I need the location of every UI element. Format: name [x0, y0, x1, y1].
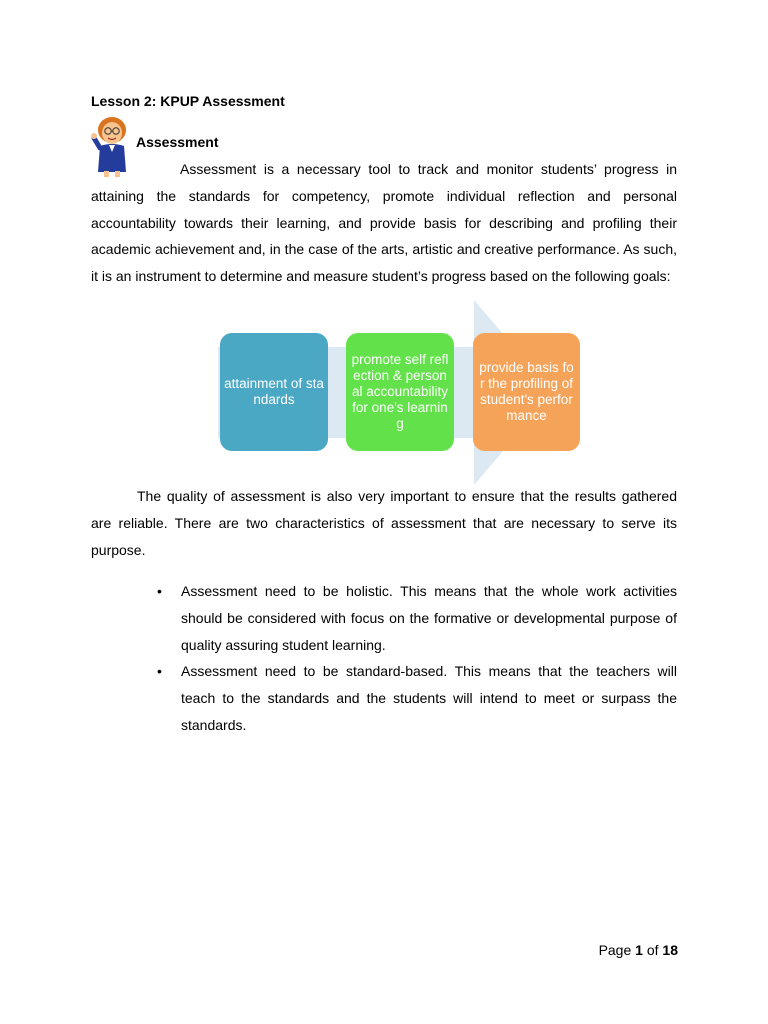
- total-pages: 18: [662, 942, 678, 958]
- lesson-title: Lesson 2: KPUP Assessment: [91, 93, 285, 109]
- list-item-text: Assessment need to be holistic. This means that the whole work activities should be considered with focus on the formative or developmental purpose of quality assuring student learning.: [181, 583, 677, 653]
- goal-label: attainment of standards: [224, 376, 324, 407]
- quality-paragraph: The quality of assessment is also very important to ensure that the results gathered are reliable. There are two characteristics of assessment that are necessary to serve its purpose.: [91, 488, 677, 558]
- goal-label: provide basis for the profiling of student's performance: [479, 360, 574, 423]
- list-item: [157, 578, 677, 658]
- bullet-icon: •: [157, 663, 162, 680]
- intro-paragraph: Assessment is a necessary tool to track and monitor students’ progress in attaining the standards for competency, promote individual reflection and personal accountability towards their learning, and provide basis for describing and profiling their academic achievement and, in the case of the arts, artistic and creative performance. As such, it is an instrument to determine and measure student’s progress based on the following goals:: [91, 161, 677, 285]
- characteristics-list: [157, 578, 677, 739]
- list-item: [157, 658, 677, 738]
- page-number: 1: [635, 942, 643, 958]
- of-word: of: [646, 942, 659, 958]
- goal-box-profiling: [473, 333, 580, 451]
- goal-label: promote self reflection & personal accountability for one's learning: [351, 352, 449, 431]
- goals-diagram: [218, 300, 588, 485]
- goal-box-attainment: [220, 333, 328, 451]
- section-heading: Assessment: [136, 134, 219, 150]
- goal-box-reflection: [346, 333, 454, 451]
- bullet-icon: •: [157, 583, 162, 599]
- page-footer: [560, 942, 678, 958]
- list-item-text: Assessment need to be standard-based. This means that the teachers will teach to the standards and the students will intend to meet or surpass the standards.: [181, 663, 677, 733]
- page-word: Page: [598, 942, 632, 958]
